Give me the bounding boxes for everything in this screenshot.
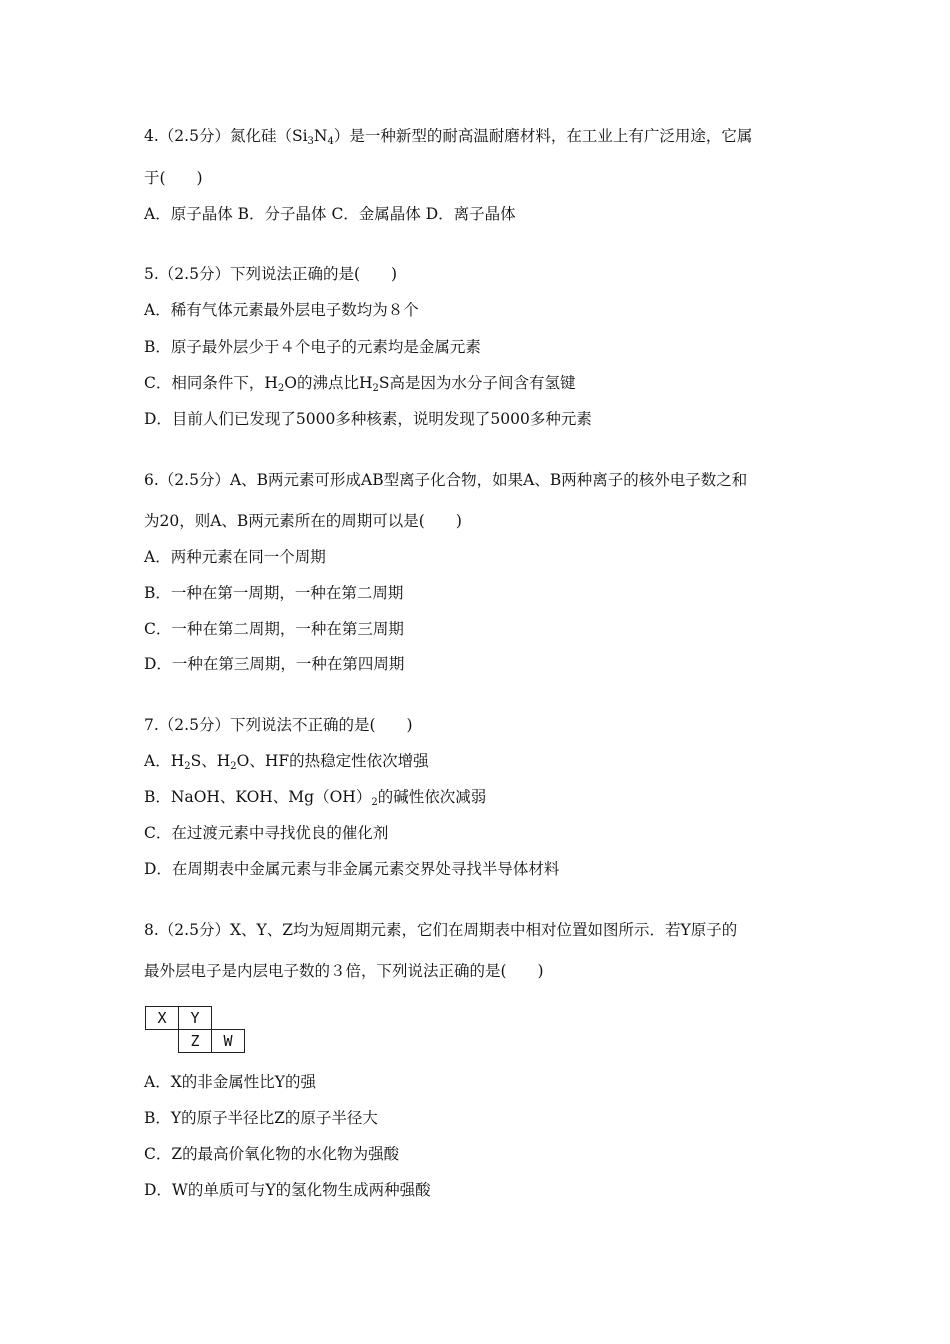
periodic-position-diagram (145, 1006, 245, 1053)
q6-option-d: D．一种在第三周期，一种在第四周期 (144, 655, 405, 673)
q7-option-b: B．NaOH、KOH、$Mg(OH)_2$的碱性依次减弱 (144, 788, 487, 808)
q6-option-c: C．一种在第二周期，一种在第三周期 (144, 620, 404, 638)
q6-stem-line1: 6.（2.5分）A、B两元素可形成AB型离子化合物，如果A、B两种离子的核外电子数之和 (144, 471, 748, 489)
q6-option-b: B．一种在第一周期，一种在第二周期 (144, 584, 404, 602)
grid-cell-w: W (212, 1030, 245, 1053)
q7-number: 7. (144, 716, 159, 734)
q5-number: 5. (144, 265, 159, 283)
q7-score: （2.5分） (158, 716, 230, 734)
q8-stem-line1: 8.（2.5分）X、Y、Z均为短周期元素，它们在周期表中相对位置如图所示．若Y原子的 (144, 921, 738, 939)
q8-option-b: B．Y的原子半径比Z的原子半径大 (144, 1109, 378, 1127)
q5-option-a: A．稀有气体元素最外层电子数均为８个 (144, 301, 419, 319)
q5-option-d: D．目前人们已发现了5000多种核素，说明发现了5000多种元素 (144, 410, 592, 428)
q6-score: （2.5分） (158, 471, 230, 489)
q8-option-d: D．W的单质可与Y的氢化物生成两种强酸 (144, 1181, 431, 1199)
q7-option-a: A．$H_2S$、$H_2O$、HF的热稳定性依次增强 (144, 752, 429, 772)
q6-stem-line2: 为20，则A、B两元素所在的周期可以是( ) (144, 512, 462, 530)
q7-option-d: D．在周期表中金属元素与非金属元素交界处寻找半导体材料 (144, 860, 560, 878)
q8-stem-line2: 最外层电子是内层电子数的３倍，下列说法正确的是( ) (144, 962, 544, 980)
grid-cell-y: Y (179, 1007, 212, 1030)
grid-cell-x: X (146, 1007, 179, 1030)
q4-stem-line1: 4.（2.5分）氮化硅$(Si_3N_4)$是一种新型的耐高温耐磨材料，在工业上有广泛用途，它属 (144, 127, 753, 147)
q6-option-a: A．两种元素在同一个周期 (144, 548, 326, 566)
q8-score: （2.5分） (158, 921, 230, 939)
q5-score: （2.5分） (158, 265, 230, 283)
q7-stem: 7.（2.5分）下列说法不正确的是( ) (144, 716, 413, 734)
q4-score: （2.5分） (158, 127, 230, 145)
q6-number: 6. (144, 471, 159, 489)
q4-number: 4. (144, 127, 159, 145)
q5-option-c: C．相同条件下，$H_2O$的沸点比$H_2S$高是因为水分子间含有氢键 (144, 374, 576, 394)
q8-option-a: A．X的非金属性比Y的强 (144, 1073, 316, 1091)
q5-option-b: B．原子最外层少于４个电子的元素均是金属元素 (144, 338, 481, 356)
q8-number: 8. (144, 921, 159, 939)
q4-stem-line2: 于( ) (144, 169, 203, 187)
grid-empty-cell (146, 1030, 179, 1053)
q8-option-c: C．Z的最高价氧化物的水化物为强酸 (144, 1145, 400, 1163)
q4-options: A．原子晶体 B．分子晶体 C．金属晶体 D．离子晶体 (144, 205, 516, 223)
q7-option-c: C．在过渡元素中寻找优良的催化剂 (144, 824, 389, 842)
grid-empty-cell (212, 1007, 245, 1030)
grid-cell-z: Z (179, 1030, 212, 1053)
q5-stem: 5.（2.5分）下列说法正确的是( ) (144, 265, 398, 283)
